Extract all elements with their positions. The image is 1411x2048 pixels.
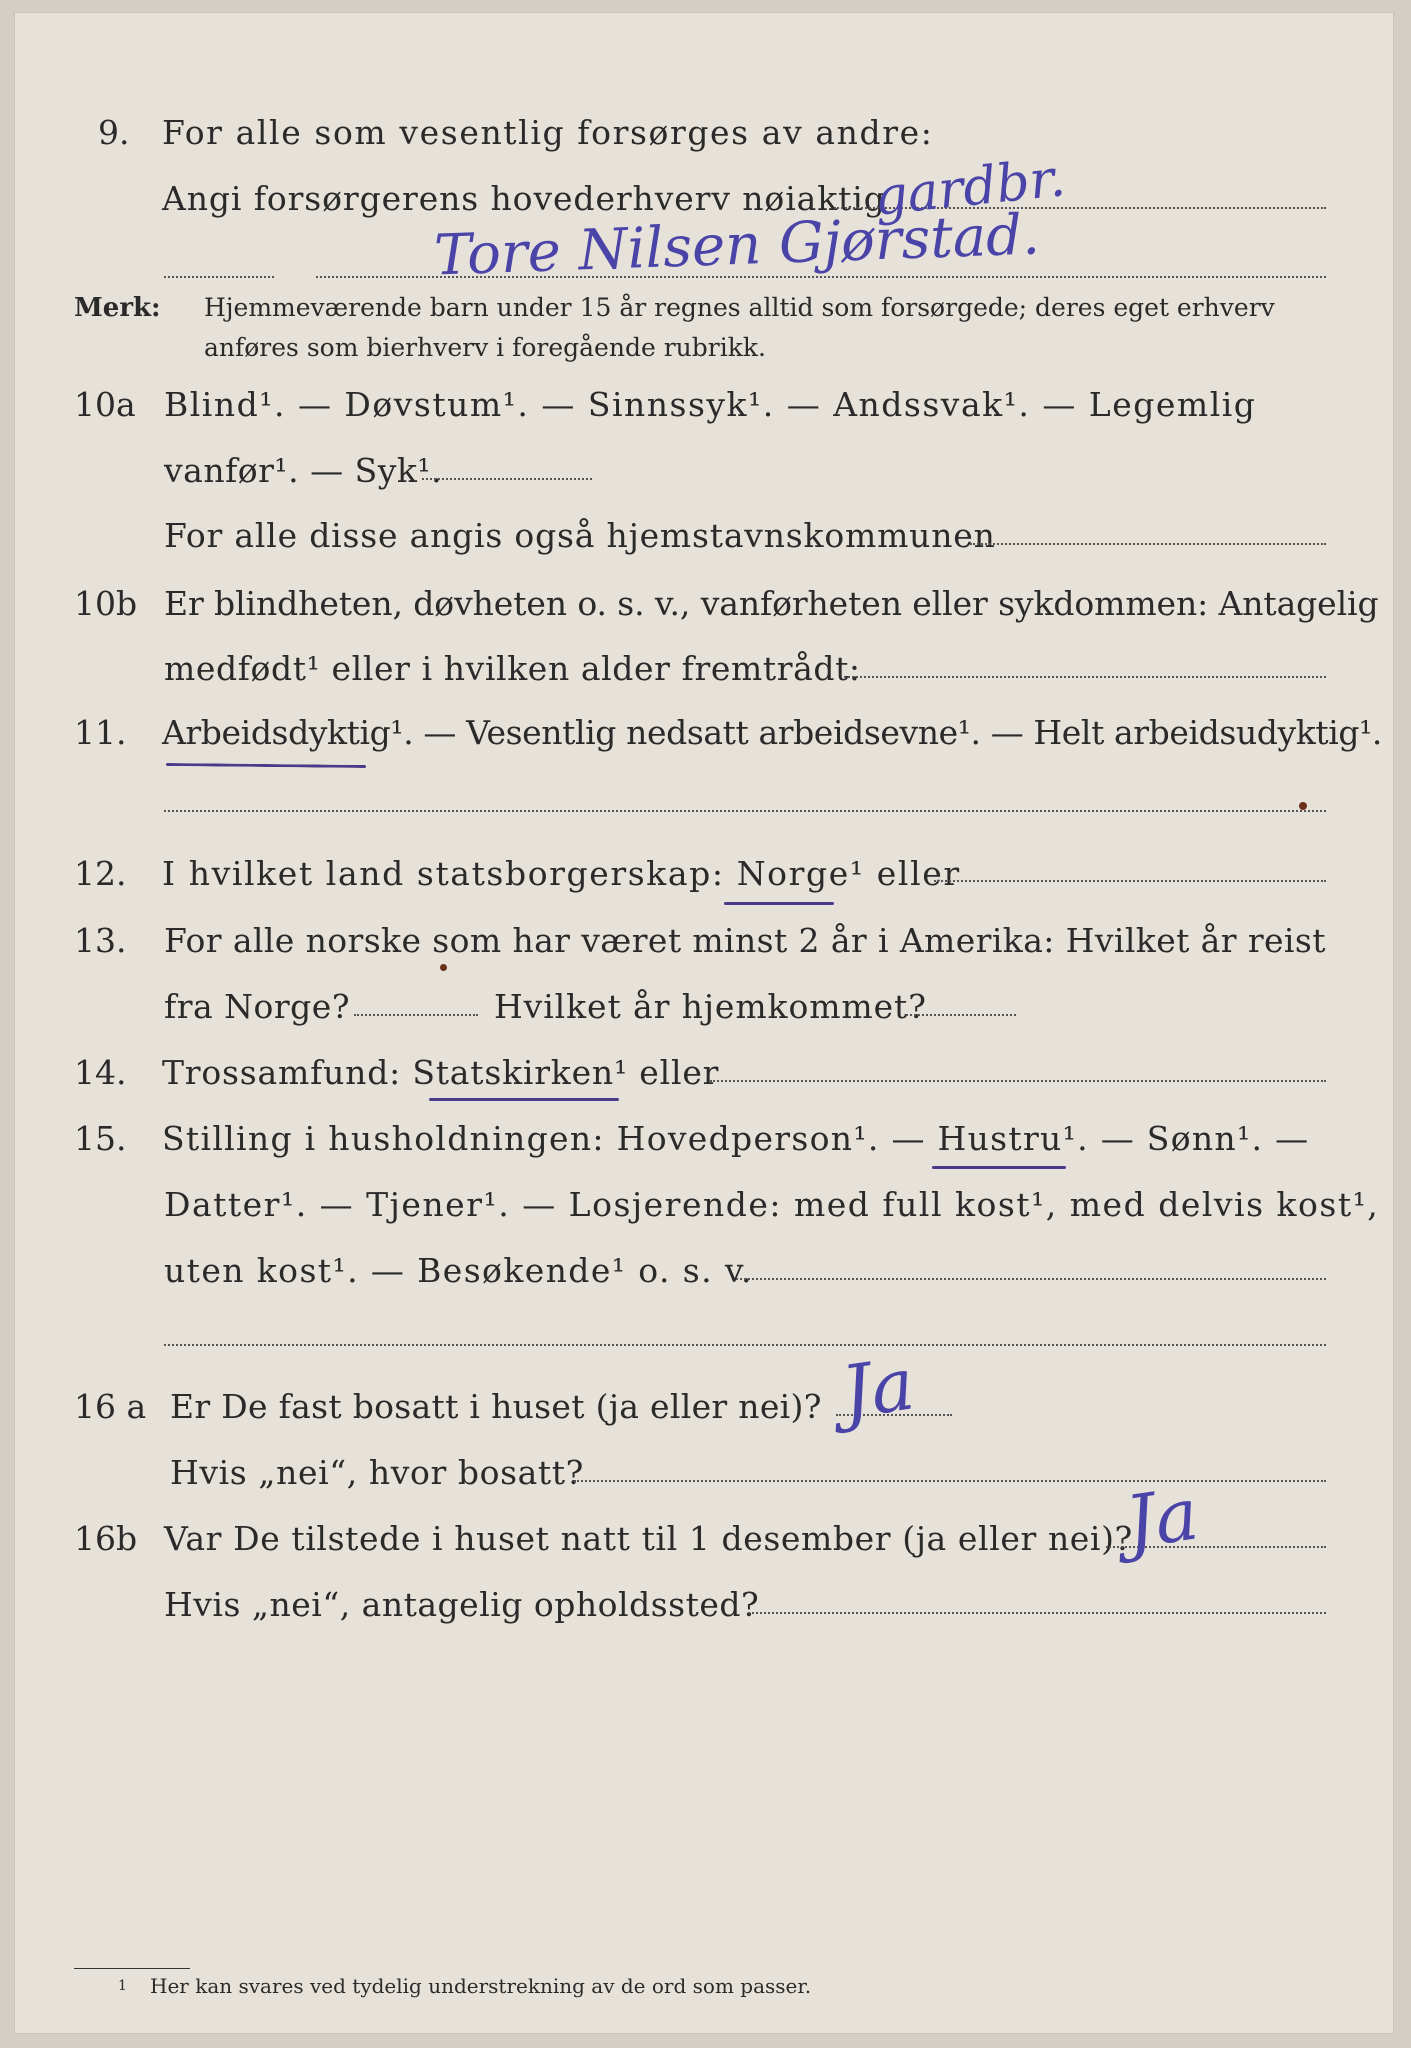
q15-answer-line-a [736, 1278, 1326, 1280]
q10a-number: 10a [74, 385, 136, 424]
census-form-page [14, 12, 1394, 2034]
q16b-line2: Hvis „nei“, antagelig opholdssted? [164, 1585, 760, 1624]
q15-number: 15. [74, 1119, 127, 1158]
q16a-line1: Er De fast bosatt i huset (ja eller nei)? [170, 1387, 822, 1426]
q12-underline-norge [724, 902, 834, 905]
q14-line1: Trossamfund: Statskirken¹ eller [162, 1053, 720, 1092]
q10a-line2: vanfør¹. — Syk¹. [164, 451, 443, 490]
q9-line2: Angi forsørgerens hovederhverv nøiaktig [162, 179, 886, 218]
q10b-number: 10b [74, 584, 138, 623]
q15-line3: uten kost¹. — Besøkende¹ o. s. v. [164, 1251, 753, 1290]
q10b-answer-line [844, 676, 1326, 678]
q13-line1: For alle norske som har været minst 2 år i Amerika: Hvilket år reist [164, 921, 1326, 960]
q9-handwritten-provider: Tore Nilsen Gjørstad. [433, 202, 1041, 289]
q13-return-year-line [906, 1014, 1016, 1016]
q13-left-year-line [354, 1014, 478, 1016]
q14-answer-line [710, 1080, 1326, 1082]
q16b-handwritten-answer: Ja [1120, 1471, 1204, 1565]
q11-answer-line [164, 810, 1326, 812]
q16a-number: 16 a [74, 1387, 147, 1426]
q10b-line1: Er blindheten, døvheten o. s. v., vanførheten eller sykdommen: Antagelig [164, 584, 1379, 623]
ink-spot-small [440, 964, 447, 971]
q15-line1: Stilling i husholdningen: Hovedperson¹. — Hustru¹. — Sønn¹. — [162, 1119, 1310, 1158]
q10a-line1: Blind¹. — Døvstum¹. — Sinnssyk¹. — Andssvak¹. — Legemlig [164, 385, 1257, 424]
footnote-text: Her kan svares ved tydelig understrekning av de ord som passer. [150, 1974, 812, 1998]
ink-spot [1299, 802, 1307, 810]
q9-number: 9. [98, 113, 130, 152]
q9-handwritten-occupation: gardbr. [871, 148, 1069, 228]
q16b-whereabouts-line [748, 1612, 1326, 1614]
merk-line1: Hjemmeværende barn under 15 år regnes alltid som forsørgede; deres eget erhverv [204, 293, 1275, 322]
q12-number: 12. [74, 854, 127, 893]
q10a-sick-line [422, 478, 592, 480]
q10b-line2: medfødt¹ eller i hvilken alder fremtrådt: [164, 649, 861, 688]
merk-label: Merk: [74, 293, 161, 323]
footnote-mark: 1 [118, 1978, 127, 1994]
q9-provider-line-a [164, 276, 274, 278]
q12-answer-line [934, 880, 1326, 882]
merk-line2: anføres som bierhverv i foregående rubrikk. [204, 333, 766, 362]
q13-number: 13. [74, 921, 127, 960]
q15-line2: Datter¹. — Tjener¹. — Losjerende: med full kost¹, med delvis kost¹, [164, 1185, 1380, 1224]
q16a-handwritten-answer: Ja [836, 1341, 920, 1435]
footnote-rule [74, 1968, 190, 1969]
q9-line1: For alle som vesentlig forsørges av andre: [162, 113, 934, 152]
q15-answer-line-b [164, 1344, 1326, 1346]
q16b-line1: Var De tilstede i huset natt til 1 desember (ja eller nei)? [164, 1519, 1133, 1558]
q10a-line3: For alle disse angis også hjemstavnskommunen [164, 516, 996, 555]
q11-number: 11. [74, 713, 127, 752]
q16a-residence-line [574, 1480, 1326, 1482]
q14-underline-statskirken [429, 1098, 619, 1101]
q13-line2a: fra Norge? [164, 987, 351, 1026]
q14-number: 14. [74, 1053, 127, 1092]
q12-line1: I hvilket land statsborgerskap: Norge¹ eller [162, 854, 961, 893]
q16a-line2: Hvis „nei“, hvor bosatt? [170, 1453, 584, 1492]
q16b-number: 16b [74, 1519, 138, 1558]
q11-underline-arbeidsdyktig [166, 763, 366, 768]
q11-line1: Arbeidsdyktig¹. — Vesentlig nedsatt arbeidsevne¹. — Helt arbeidsudyktig¹. [162, 713, 1383, 752]
q15-underline-hustru [932, 1166, 1066, 1169]
q13-line2b: Hvilket år hjemkommet? [494, 987, 927, 1026]
q10a-municipality-line [970, 543, 1326, 545]
